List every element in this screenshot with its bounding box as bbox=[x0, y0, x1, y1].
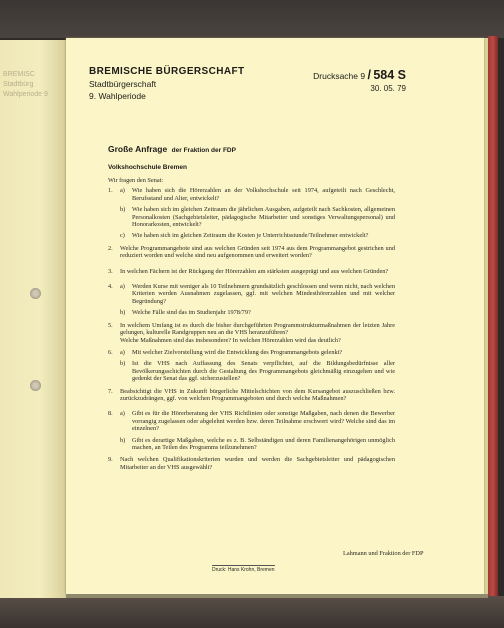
ghost-text-1: BREMISC bbox=[3, 71, 35, 78]
document-topic: Volkshochschule Bremen bbox=[108, 164, 187, 171]
sub-question bbox=[120, 309, 395, 316]
legislative-period: 9. Wahlperiode bbox=[89, 91, 146, 101]
question-9 bbox=[108, 456, 395, 474]
title-main: Große Anfrage bbox=[108, 144, 168, 154]
question-1 bbox=[108, 187, 395, 239]
document-header bbox=[89, 66, 244, 102]
parliament-name: BREMISCHE BÜRGERSCHAFT bbox=[89, 66, 245, 77]
drucksache-line bbox=[313, 68, 406, 82]
question-8 bbox=[108, 410, 395, 451]
signature-line: Lahmann und Fraktion der FDP bbox=[343, 550, 424, 557]
sub-question bbox=[120, 232, 395, 239]
background-bottom bbox=[0, 596, 504, 628]
sub-text: Wie haben sich im gleichen Zeitraum die jährlichen Ausgaben, aufgeteilt nach Sachkosten, allgemeinen Personalkosten (Sachgebietsleiter, pädagogische Mitarbeiter und sonstiges Verwaltungspersonal) und Honorarkosten, entwickelt? bbox=[132, 206, 395, 229]
sub-label: b) bbox=[120, 436, 126, 444]
question-number: 1. bbox=[108, 187, 113, 195]
sub-text: Gibt es für die Hörerberatung der VHS Richtlinien oder sonstige Maßgaben, nach denen die Bewerber vorrangig zugelassen oder abgelehnt werden bzw. deren Teilnahme erschwert wird? Welche sind das im einzelnen? bbox=[132, 410, 395, 433]
page-bottom-edge bbox=[66, 594, 488, 598]
question-list bbox=[108, 177, 395, 479]
question-5 bbox=[108, 322, 395, 344]
sub-text: Ist die VHS nach Auffassung des Senats verpflichtet, auf die Bildungsbedürfnisse aller Bevölkerungsschichten durch die Gestaltung des Programmangebots gleichmäßig einzugehen und wie gedenkt der Senat das ggf. sicherzustellen? bbox=[132, 360, 395, 383]
question-number: 7. bbox=[108, 387, 113, 395]
sub-label: a) bbox=[120, 283, 125, 291]
sub-text: Welche Fälle sind das im Studienjahr 1978/79? bbox=[132, 309, 251, 317]
question-number: 8. bbox=[108, 410, 113, 418]
binder-ring-hole-bottom bbox=[30, 380, 41, 391]
sub-text: Werden Kurse mit weniger als 10 Teilnehmern grundsätzlich geschlossen und wenn nicht, nach welchen Kriterien werden Ausnahmen zugelassen, ggf. mit welchen Mindesthörerzahlen und mit welcher Begründung? bbox=[132, 283, 395, 305]
question-number: 5. bbox=[108, 321, 113, 329]
sub-label: a) bbox=[120, 348, 125, 356]
sub-question bbox=[120, 349, 395, 356]
background-top bbox=[0, 0, 504, 38]
intro-text: Wir fragen den Senat: bbox=[108, 177, 164, 184]
question-text: Welche Programmangebote sind aus welchen Gründen seit 1974 aus dem Programmangebot gestrichen und reduziert worden und welche sind neu aufgenommen und erweitert worden? bbox=[120, 244, 395, 260]
question-text: In welchem Umfang ist es durch die bisher durchgeführten Programmstrukturmaßnahmen der letzten Jahre gelungen, kulturelle Randgruppen neu an die VHS heranzuführen? bbox=[120, 321, 395, 337]
sub-label: c) bbox=[120, 232, 125, 240]
sub-label: b) bbox=[120, 360, 126, 368]
document-date: 30. 05. 79 bbox=[370, 84, 406, 93]
question-number: 3. bbox=[108, 267, 113, 275]
ghost-text-3: Wahlperiode 9 bbox=[3, 91, 48, 98]
previous-page bbox=[0, 40, 67, 598]
drucksache-label: Drucksache 9 bbox=[313, 71, 366, 81]
chamber-name: Stadtbürgerschaft bbox=[89, 79, 157, 89]
sub-question bbox=[120, 206, 395, 228]
sub-text: Mit welcher Zielvorstellung wird die Entwicklung des Programmangebots gelenkt? bbox=[132, 348, 343, 356]
sub-label: b) bbox=[120, 309, 126, 317]
question-3 bbox=[108, 268, 395, 278]
question-6 bbox=[108, 349, 395, 383]
document-page bbox=[66, 38, 484, 594]
title-suffix: der Fraktion der FDP bbox=[171, 147, 236, 154]
sub-text: Wie haben sich im gleichen Zeitraum die Kosten je Unterrichtsstunde/Teilnehmer entwickelt? bbox=[132, 232, 369, 240]
sub-question bbox=[120, 410, 395, 432]
question-4 bbox=[108, 283, 395, 317]
sub-question bbox=[120, 437, 395, 452]
sub-question bbox=[120, 360, 395, 382]
question-7 bbox=[108, 388, 395, 406]
drucksache-number: 584 S bbox=[373, 68, 406, 82]
sub-label: a) bbox=[120, 410, 125, 418]
ghost-text-2: Stadtbürg bbox=[3, 81, 34, 88]
question-text: In welchen Fächern ist der Rückgang der Hörerzahlen am stärksten ausgeprägt und aus welchen Gründen? bbox=[120, 267, 389, 275]
sub-label: a) bbox=[120, 187, 125, 195]
sub-text: Gibt es derartige Maßgaben, welche es z. B. Selbständigen und deren Familienangehörigen unmöglich machen, an Teilen des Programms teilzunehmen? bbox=[132, 436, 395, 451]
question-extra-text: Welche Maßnahmen sind das insbesondere? In welchen Hörerzahlen wird das deutlich? bbox=[120, 336, 341, 344]
sub-question bbox=[120, 187, 395, 202]
drucksache-separator: / bbox=[367, 68, 371, 82]
question-number: 9. bbox=[108, 456, 113, 464]
sub-label: b) bbox=[120, 206, 126, 214]
question-number: 2. bbox=[108, 244, 113, 252]
sub-text: Wie haben sich die Hörerzahlen an der Volkshochschule seit 1974, aufgeteilt nach Geschlecht, Berufsstand und Alter, entwickelt? bbox=[132, 187, 395, 202]
question-text: Beabsichtigt die VHS in Zukunft bürgerliche Mittelschichten von dem Kursangebot auszuschließen bzw. zurückzudrängen, ggf. von welchen Programmangeboten und durch welche Maßnahmen? bbox=[120, 387, 395, 402]
binder-ring-hole-top bbox=[30, 288, 41, 299]
sub-question bbox=[120, 283, 395, 305]
question-number: 6. bbox=[108, 348, 113, 356]
question-number: 4. bbox=[108, 283, 113, 291]
binder-spine bbox=[488, 36, 498, 596]
question-2 bbox=[108, 245, 395, 263]
document-title bbox=[108, 139, 236, 157]
drucksache-block bbox=[313, 68, 406, 93]
printer-imprint: Druck: Hans Krohn, Bremen bbox=[212, 567, 275, 573]
question-text: Nach welchen Qualifikationskriterien wurden und werden die Sachgebietsleiter und pädagogischen Mitarbeiter an der VHS ausgewählt? bbox=[120, 456, 395, 471]
